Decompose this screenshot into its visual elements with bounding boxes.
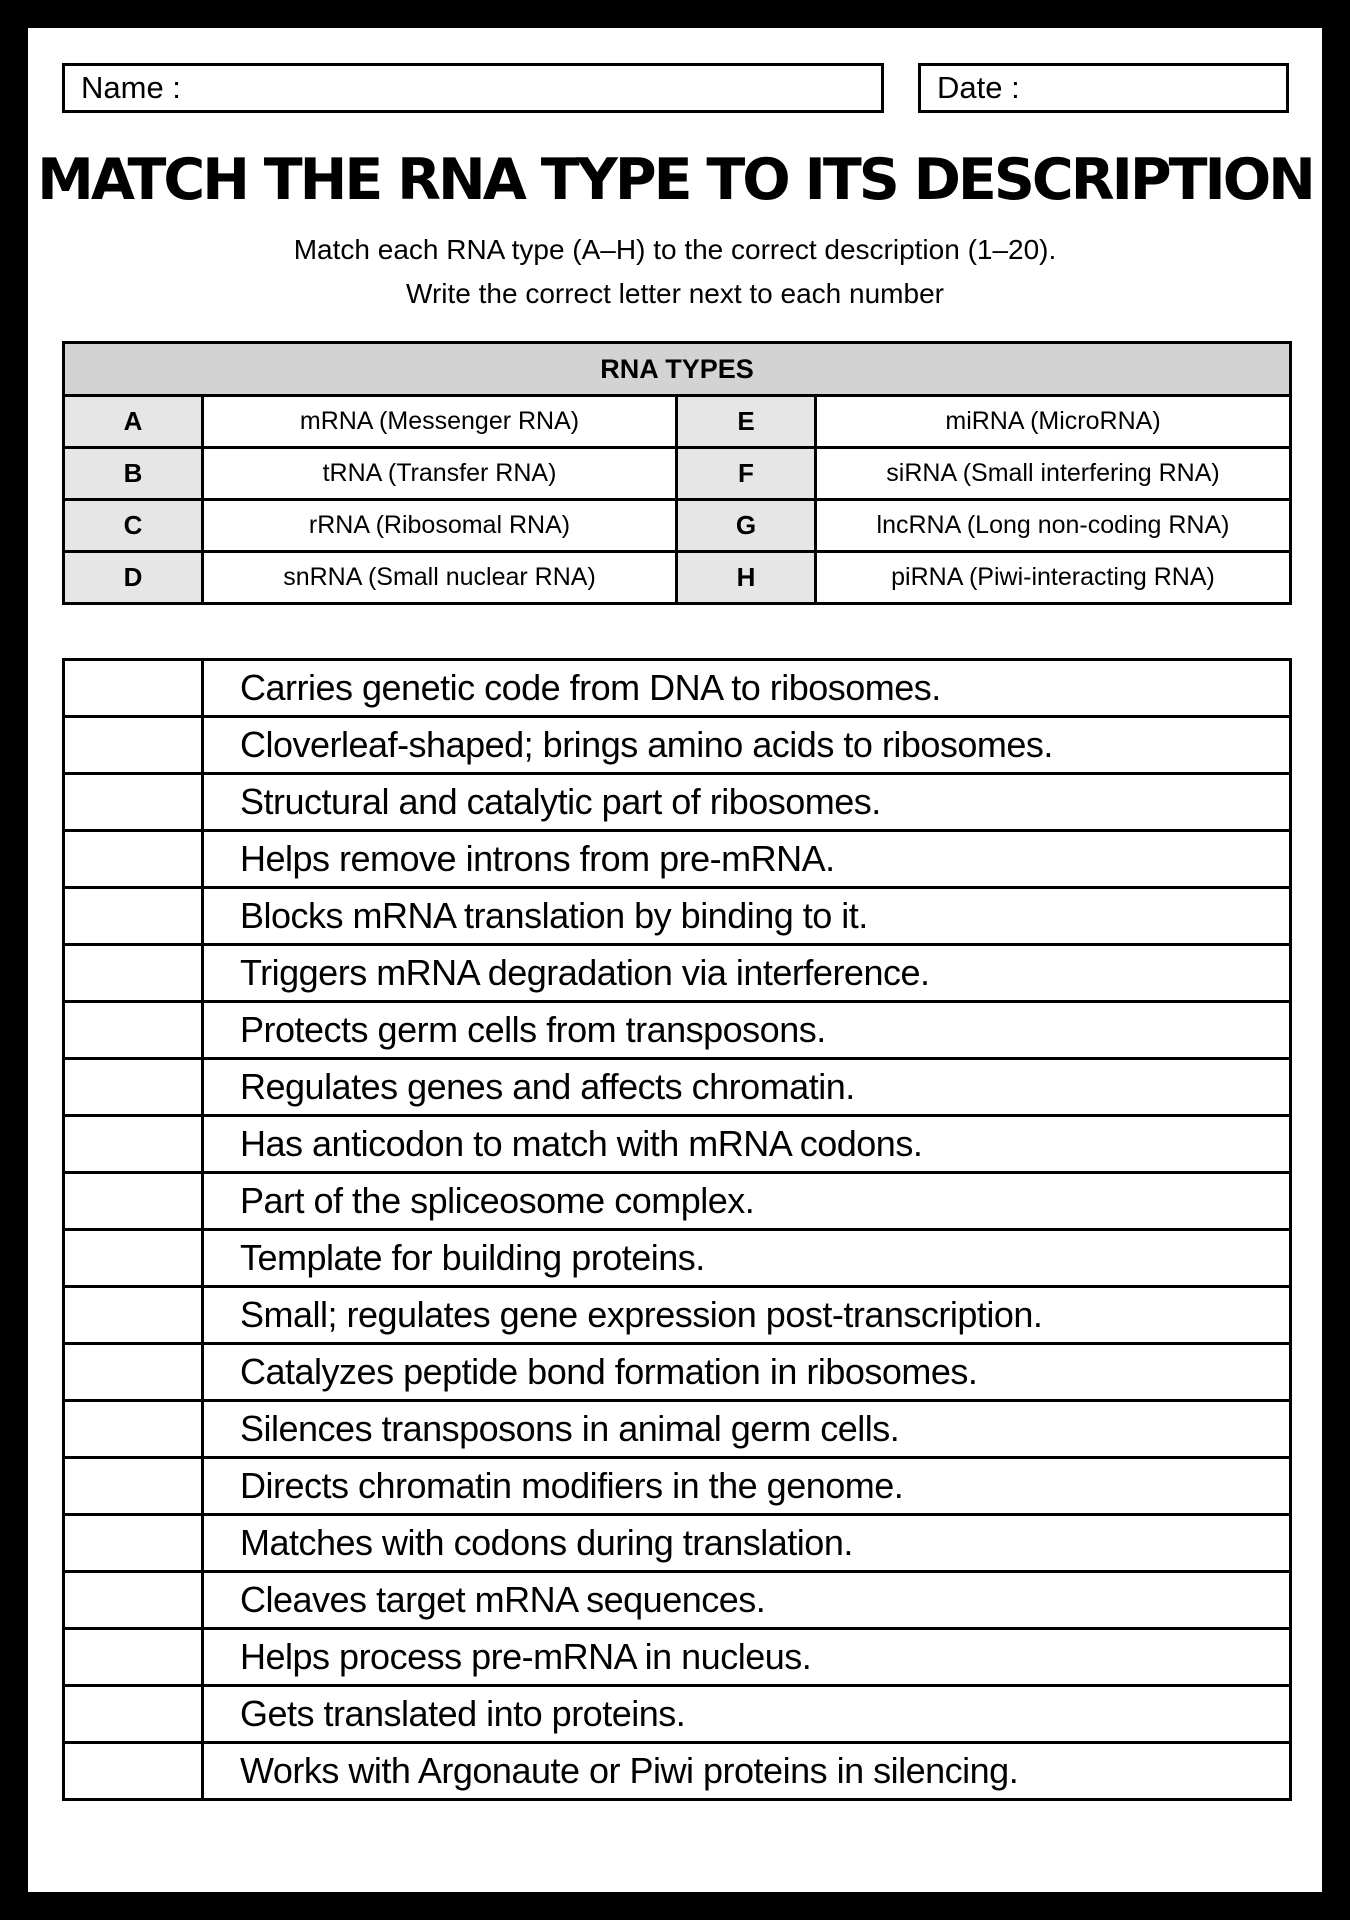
answer-row xyxy=(64,1401,1291,1458)
answer-row xyxy=(64,1059,1291,1116)
answer-blank[interactable] xyxy=(64,831,203,888)
answer-blank[interactable] xyxy=(64,774,203,831)
description-text: Catalyzes peptide bond formation in ribosomes. xyxy=(203,1344,1291,1401)
answer-blank[interactable] xyxy=(64,1344,203,1401)
answer-table xyxy=(62,658,1292,1801)
instruction-line-2: Write the correct letter next to each number xyxy=(406,278,944,309)
rna-type-row xyxy=(64,500,1291,552)
rna-letter: B xyxy=(64,448,203,500)
answer-blank[interactable] xyxy=(64,1002,203,1059)
description-text: Protects germ cells from transposons. xyxy=(203,1002,1291,1059)
answer-row xyxy=(64,1572,1291,1629)
rna-letter: F xyxy=(677,448,816,500)
answer-blank[interactable] xyxy=(64,888,203,945)
answer-row xyxy=(64,1230,1291,1287)
rna-name: miRNA (MicroRNA) xyxy=(816,396,1291,448)
rna-type-row xyxy=(64,552,1291,604)
rna-name: piRNA (Piwi-interacting RNA) xyxy=(816,552,1291,604)
rna-type-row xyxy=(64,448,1291,500)
description-text: Small; regulates gene expression post-transcription. xyxy=(203,1287,1291,1344)
instruction-line-1: Match each RNA type (A–H) to the correct description (1–20). xyxy=(293,234,1057,265)
answer-row xyxy=(64,660,1291,717)
date-field[interactable] xyxy=(918,63,1289,113)
answer-row xyxy=(64,1629,1291,1686)
description-text: Triggers mRNA degradation via interference. xyxy=(203,945,1291,1002)
rna-letter: A xyxy=(64,396,203,448)
description-text: Helps process pre-mRNA in nucleus. xyxy=(203,1629,1291,1686)
description-text: Helps remove introns from pre-mRNA. xyxy=(203,831,1291,888)
rna-letter: C xyxy=(64,500,203,552)
description-text: Cleaves target mRNA sequences. xyxy=(203,1572,1291,1629)
rna-type-row xyxy=(64,396,1291,448)
answer-blank[interactable] xyxy=(64,1458,203,1515)
rna-letter: D xyxy=(64,552,203,604)
rna-types-header: RNA TYPES xyxy=(64,343,1291,396)
description-text: Template for building proteins. xyxy=(203,1230,1291,1287)
rna-name: mRNA (Messenger RNA) xyxy=(203,396,677,448)
answer-row xyxy=(64,1344,1291,1401)
rna-name: lncRNA (Long non-coding RNA) xyxy=(816,500,1291,552)
answer-blank[interactable] xyxy=(64,1743,203,1800)
answer-blank[interactable] xyxy=(64,717,203,774)
answer-row xyxy=(64,1173,1291,1230)
rna-types-table xyxy=(62,341,1292,605)
answer-row xyxy=(64,717,1291,774)
description-text: Cloverleaf-shaped; brings amino acids to ribosomes. xyxy=(203,717,1291,774)
answer-blank[interactable] xyxy=(64,1116,203,1173)
description-text: Part of the spliceosome complex. xyxy=(203,1173,1291,1230)
answer-row xyxy=(64,888,1291,945)
answer-blank[interactable] xyxy=(64,1287,203,1344)
description-text: Gets translated into proteins. xyxy=(203,1686,1291,1743)
rna-letter: E xyxy=(677,396,816,448)
answer-blank[interactable] xyxy=(64,1401,203,1458)
rna-letter: G xyxy=(677,500,816,552)
description-text: Regulates genes and affects chromatin. xyxy=(203,1059,1291,1116)
rna-letter: H xyxy=(677,552,816,604)
answer-row xyxy=(64,1002,1291,1059)
answer-blank[interactable] xyxy=(64,1173,203,1230)
rna-name: snRNA (Small nuclear RNA) xyxy=(203,552,677,604)
worksheet-title: MATCH THE RNA TYPE TO ITS DESCRIPTION xyxy=(37,147,1313,213)
name-label: Name : xyxy=(81,70,181,105)
description-text: Directs chromatin modifiers in the genome. xyxy=(203,1458,1291,1515)
description-text: Structural and catalytic part of ribosomes. xyxy=(203,774,1291,831)
answer-row xyxy=(64,1116,1291,1173)
rna-name: siRNA (Small interfering RNA) xyxy=(816,448,1291,500)
description-text: Silences transposons in animal germ cells. xyxy=(203,1401,1291,1458)
description-text: Has anticodon to match with mRNA codons. xyxy=(203,1116,1291,1173)
answer-row xyxy=(64,1287,1291,1344)
answer-row xyxy=(64,1743,1291,1800)
answer-blank[interactable] xyxy=(64,1686,203,1743)
worksheet-page xyxy=(28,28,1322,1892)
description-text: Matches with codons during translation. xyxy=(203,1515,1291,1572)
answer-blank[interactable] xyxy=(64,1059,203,1116)
answer-blank[interactable] xyxy=(64,660,203,717)
rna-name: rRNA (Ribosomal RNA) xyxy=(203,500,677,552)
rna-name: tRNA (Transfer RNA) xyxy=(203,448,677,500)
answer-row xyxy=(64,1686,1291,1743)
answer-row xyxy=(64,774,1291,831)
name-field[interactable] xyxy=(62,63,884,113)
date-label: Date : xyxy=(937,70,1020,105)
description-text: Works with Argonaute or Piwi proteins in silencing. xyxy=(203,1743,1291,1800)
answer-blank[interactable] xyxy=(64,1572,203,1629)
answer-row xyxy=(64,1515,1291,1572)
answer-blank[interactable] xyxy=(64,1515,203,1572)
answer-row xyxy=(64,945,1291,1002)
answer-row xyxy=(64,1458,1291,1515)
description-text: Blocks mRNA translation by binding to it. xyxy=(203,888,1291,945)
answer-row xyxy=(64,831,1291,888)
answer-blank[interactable] xyxy=(64,945,203,1002)
description-text: Carries genetic code from DNA to ribosomes. xyxy=(203,660,1291,717)
answer-blank[interactable] xyxy=(64,1230,203,1287)
answer-blank[interactable] xyxy=(64,1629,203,1686)
